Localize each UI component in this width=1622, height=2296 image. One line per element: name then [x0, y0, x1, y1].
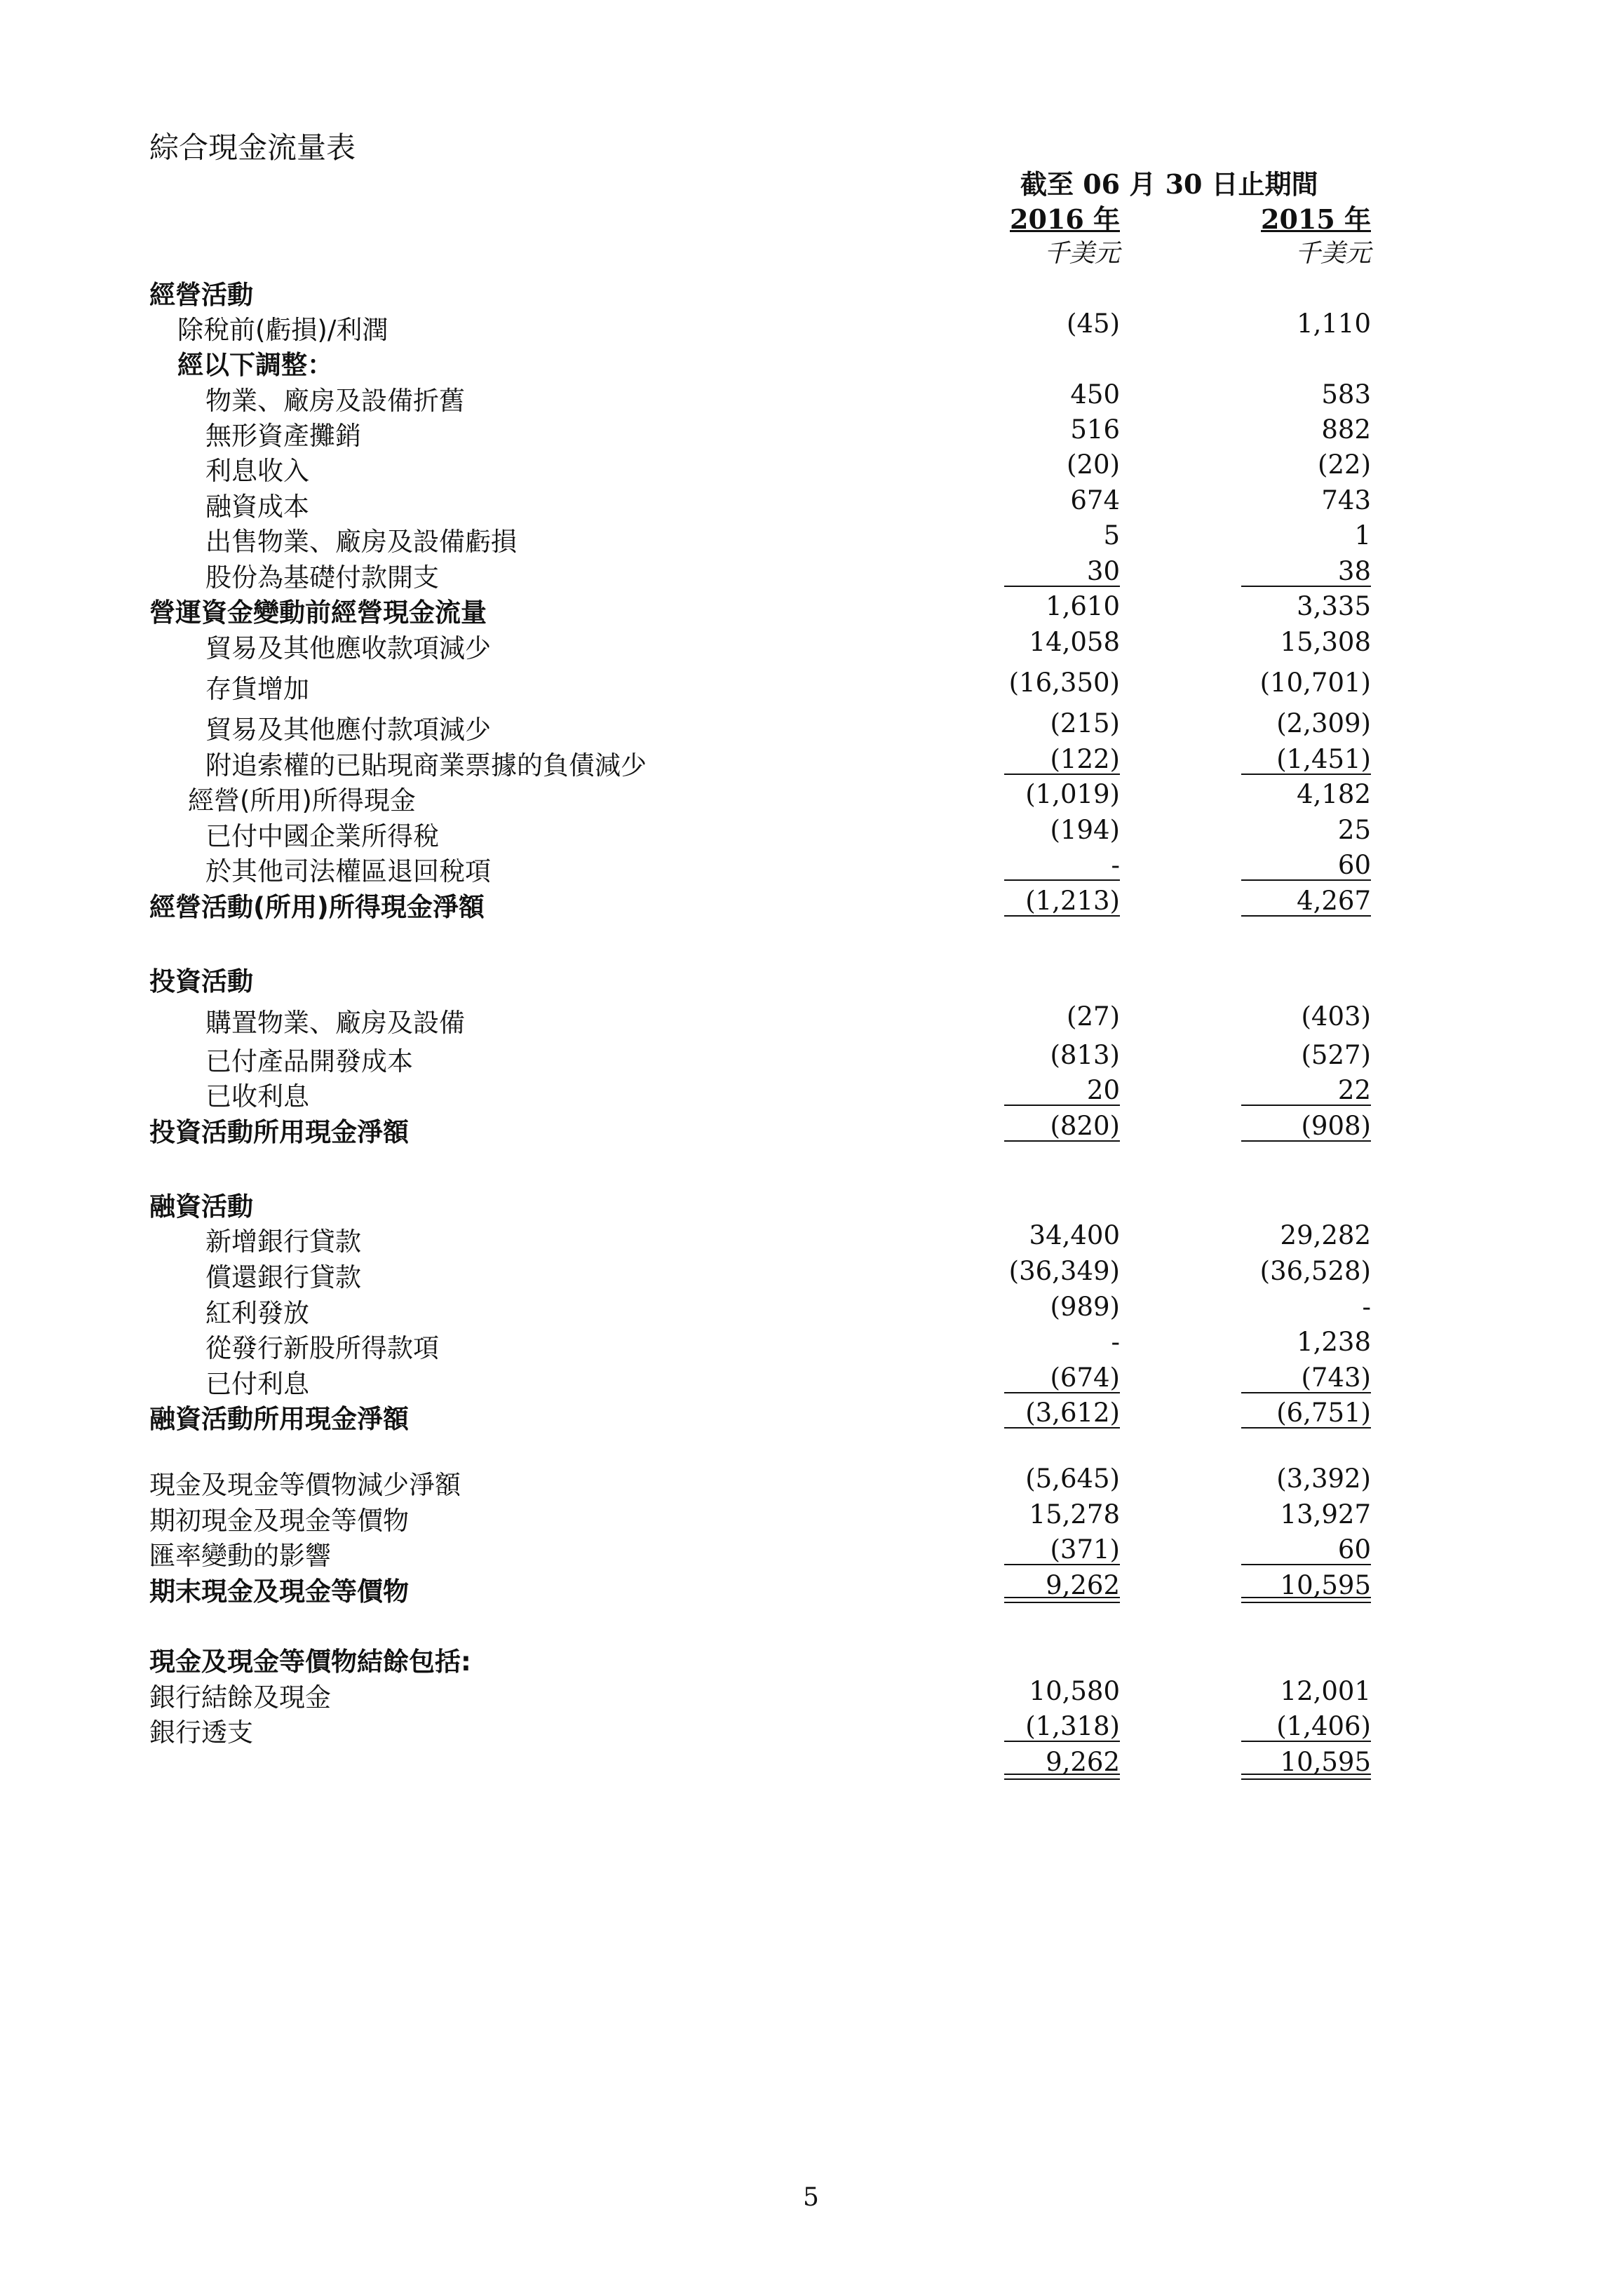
value-2015: 10,595 — [1280, 1570, 1371, 1600]
table-row — [0, 960, 1622, 997]
value-2015: (1,451) — [1276, 744, 1371, 774]
value-2016: 450 — [1070, 379, 1120, 410]
value-2015: (36,528) — [1259, 1256, 1371, 1286]
table-row — [0, 1327, 1622, 1363]
underline — [1004, 1741, 1120, 1742]
value-2015: 743 — [1321, 485, 1371, 515]
row-label: 償還銀行貸款 — [205, 1262, 361, 1292]
value-2015: - — [1362, 1292, 1371, 1322]
table-row — [0, 815, 1622, 851]
value-2016: 674 — [1070, 485, 1120, 515]
row-label: 融資成本 — [205, 492, 309, 522]
underline — [1004, 879, 1120, 881]
row-label: 經以下調整： — [177, 350, 333, 380]
value-2016: 1,610 — [1046, 591, 1120, 621]
value-2015: (527) — [1301, 1040, 1371, 1070]
table-row — [0, 1534, 1622, 1571]
row-label: 投資活動所用現金淨額 — [149, 1117, 409, 1147]
row-label: 期初現金及現金等價物 — [149, 1506, 409, 1536]
value-2015: 60 — [1337, 1534, 1371, 1565]
value-2015: 882 — [1321, 414, 1371, 445]
value-2016: - — [1111, 1327, 1120, 1357]
row-label: 從發行新股所得款項 — [205, 1333, 439, 1363]
value-2016: (215) — [1050, 708, 1120, 738]
table-row — [0, 1075, 1622, 1112]
page-number: 5 — [803, 2183, 819, 2212]
row-label: 營運資金變動前經營現金流量 — [149, 597, 487, 628]
table-row — [0, 1711, 1622, 1748]
table-row — [0, 1640, 1622, 1677]
underline — [1004, 1427, 1120, 1429]
value-2016: (45) — [1067, 309, 1120, 339]
value-2016: (674) — [1050, 1363, 1120, 1393]
underline — [1241, 1392, 1371, 1393]
value-2015: 4,267 — [1297, 886, 1371, 916]
double-underline — [1241, 1597, 1371, 1603]
table-row — [0, 850, 1622, 886]
value-2016: (3,612) — [1025, 1398, 1120, 1428]
value-2015: 15,308 — [1280, 627, 1371, 657]
underline — [1241, 774, 1371, 775]
table-row — [0, 1220, 1622, 1257]
value-2015: 22 — [1337, 1075, 1371, 1105]
table-row — [0, 1040, 1622, 1076]
table-row — [0, 1398, 1622, 1434]
value-2016: (1,318) — [1025, 1711, 1120, 1741]
underline — [1241, 586, 1371, 587]
value-2016: 5 — [1103, 520, 1120, 551]
table-row — [0, 1185, 1622, 1222]
underline — [1241, 1105, 1371, 1106]
value-2015: (22) — [1318, 450, 1371, 480]
value-2016: (820) — [1050, 1111, 1120, 1141]
value-2015: (403) — [1301, 1001, 1371, 1032]
underline — [1241, 915, 1371, 917]
page-title: 綜合現金流量表 — [149, 130, 356, 165]
row-label: 銀行結餘及現金 — [149, 1682, 331, 1713]
underline — [1004, 915, 1120, 917]
value-2016: (989) — [1050, 1292, 1120, 1322]
value-2015: 25 — [1337, 815, 1371, 845]
row-label: 已付利息 — [205, 1369, 309, 1399]
row-label: 新增銀行貸款 — [205, 1227, 361, 1257]
row-label: 無形資產攤銷 — [205, 421, 361, 451]
row-label: 經營活動(所用)所得現金淨額 — [149, 892, 485, 922]
value-2016: (5,645) — [1025, 1464, 1120, 1494]
row-label: 除稅前(虧損)/利潤 — [177, 315, 388, 345]
value-2015: 1,238 — [1297, 1327, 1371, 1357]
table-row — [0, 627, 1622, 663]
table-row — [0, 1363, 1622, 1399]
value-2015: (10,701) — [1259, 668, 1371, 698]
row-label: 股份為基礎付款開支 — [205, 562, 439, 593]
column-header-2015: 2015 年 — [1261, 203, 1371, 235]
underline — [1004, 1392, 1120, 1393]
value-2015: 29,282 — [1280, 1220, 1371, 1250]
value-2015: 4,182 — [1297, 779, 1371, 809]
row-label: 附追索權的已貼現商業票據的負債減少 — [205, 750, 647, 781]
value-2016: - — [1111, 850, 1120, 880]
value-2016: (20) — [1067, 450, 1120, 480]
row-label: 現金及現金等價物減少淨額 — [149, 1470, 461, 1500]
table-row — [0, 1499, 1622, 1536]
column-unit-2016: 千美元 — [1043, 239, 1120, 268]
double-underline — [1004, 1774, 1120, 1780]
row-label: 購置物業、廠房及設備 — [205, 1008, 465, 1038]
row-label: 銀行透支 — [149, 1717, 253, 1748]
row-label: 已付產品開發成本 — [205, 1046, 413, 1076]
row-label: 已收利息 — [205, 1081, 309, 1112]
value-2015: 1,110 — [1297, 309, 1371, 339]
row-label: 紅利發放 — [205, 1298, 309, 1328]
underline — [1004, 1140, 1120, 1142]
row-label: 現金及現金等價物結餘包括: — [149, 1647, 471, 1677]
row-label: 經營活動 — [149, 280, 253, 310]
table-row — [0, 779, 1622, 816]
value-2016: 30 — [1086, 556, 1120, 586]
table-row — [0, 1292, 1622, 1328]
double-underline — [1004, 1597, 1120, 1603]
value-2016: (122) — [1050, 744, 1120, 774]
value-2016: 20 — [1086, 1075, 1120, 1105]
column-unit-2015: 千美元 — [1295, 239, 1371, 268]
row-label: 期末現金及現金等價物 — [149, 1576, 409, 1607]
row-label: 融資活動所用現金淨額 — [149, 1404, 409, 1434]
row-label: 出售物業、廠房及設備虧損 — [205, 527, 517, 557]
table-row — [0, 744, 1622, 781]
table-row — [0, 485, 1622, 522]
table-row — [0, 556, 1622, 593]
row-label: 存貨增加 — [205, 674, 309, 704]
table-row — [0, 414, 1622, 451]
table-row — [0, 274, 1622, 310]
value-2015: (2,309) — [1276, 708, 1371, 738]
row-label: 匯率變動的影響 — [149, 1541, 331, 1571]
table-row — [0, 309, 1622, 345]
column-header-2016: 2016 年 — [1010, 203, 1120, 235]
underline — [1004, 1564, 1120, 1565]
value-2015: 38 — [1337, 556, 1371, 586]
value-2015: 583 — [1321, 379, 1371, 410]
table-row — [0, 520, 1622, 557]
table-row — [0, 1001, 1622, 1038]
table-row — [0, 1570, 1622, 1607]
row-label: 貿易及其他應付款項減少 — [205, 715, 491, 745]
value-2016: 516 — [1070, 414, 1120, 445]
table-row — [0, 1464, 1622, 1500]
value-2016: (1,019) — [1025, 779, 1120, 809]
value-2015: 12,001 — [1280, 1676, 1371, 1706]
underline — [1004, 586, 1120, 587]
value-2015: 10,595 — [1280, 1747, 1371, 1777]
value-2016: 9,262 — [1046, 1570, 1120, 1600]
table-row — [0, 708, 1622, 745]
value-2015: 13,927 — [1280, 1499, 1371, 1529]
table-row — [0, 1111, 1622, 1147]
value-2016: (36,349) — [1008, 1256, 1120, 1286]
table-row — [0, 450, 1622, 486]
underline — [1241, 1741, 1371, 1742]
table-row — [0, 1256, 1622, 1292]
value-2016: 14,058 — [1029, 627, 1120, 657]
value-2016: 10,580 — [1029, 1676, 1120, 1706]
value-2016: (813) — [1050, 1040, 1120, 1070]
table-row — [0, 591, 1622, 628]
value-2015: (908) — [1301, 1111, 1371, 1141]
value-2016: (1,213) — [1025, 886, 1120, 916]
row-label: 投資活動 — [149, 966, 253, 997]
row-label: 物業、廠房及設備折舊 — [205, 386, 465, 416]
period-header: 截至 06 月 30 日止期間 — [1020, 168, 1318, 200]
double-underline — [1241, 1774, 1371, 1780]
row-label: 於其他司法權區退回稅項 — [205, 856, 491, 886]
row-label: 經營(所用)所得現金 — [188, 785, 416, 816]
underline — [1004, 1105, 1120, 1106]
underline — [1241, 1427, 1371, 1429]
row-label: 利息收入 — [205, 456, 309, 486]
value-2016: 9,262 — [1046, 1747, 1120, 1777]
value-2016: (194) — [1050, 815, 1120, 845]
table-row — [0, 668, 1622, 704]
row-label: 已付中國企業所得稅 — [205, 821, 439, 851]
value-2015: (3,392) — [1276, 1464, 1371, 1494]
underline — [1004, 774, 1120, 775]
row-label: 貿易及其他應收款項減少 — [205, 633, 491, 663]
table-row — [0, 886, 1622, 922]
underline — [1241, 1564, 1371, 1565]
value-2016: (27) — [1067, 1001, 1120, 1032]
value-2016: 15,278 — [1029, 1499, 1120, 1529]
underline — [1241, 879, 1371, 881]
value-2015: (743) — [1301, 1363, 1371, 1393]
value-2016: (371) — [1050, 1534, 1120, 1565]
table-row — [0, 1747, 1622, 1783]
value-2015: 1 — [1354, 520, 1371, 551]
value-2016: 34,400 — [1029, 1220, 1120, 1250]
row-label: 融資活動 — [149, 1191, 253, 1222]
value-2016: (16,350) — [1008, 668, 1120, 698]
underline — [1241, 1140, 1371, 1142]
table-row — [0, 344, 1622, 380]
value-2015: 3,335 — [1297, 591, 1371, 621]
value-2015: (1,406) — [1276, 1711, 1371, 1741]
value-2015: 60 — [1337, 850, 1371, 880]
table-row — [0, 379, 1622, 416]
table-row — [0, 1676, 1622, 1713]
value-2015: (6,751) — [1276, 1398, 1371, 1428]
